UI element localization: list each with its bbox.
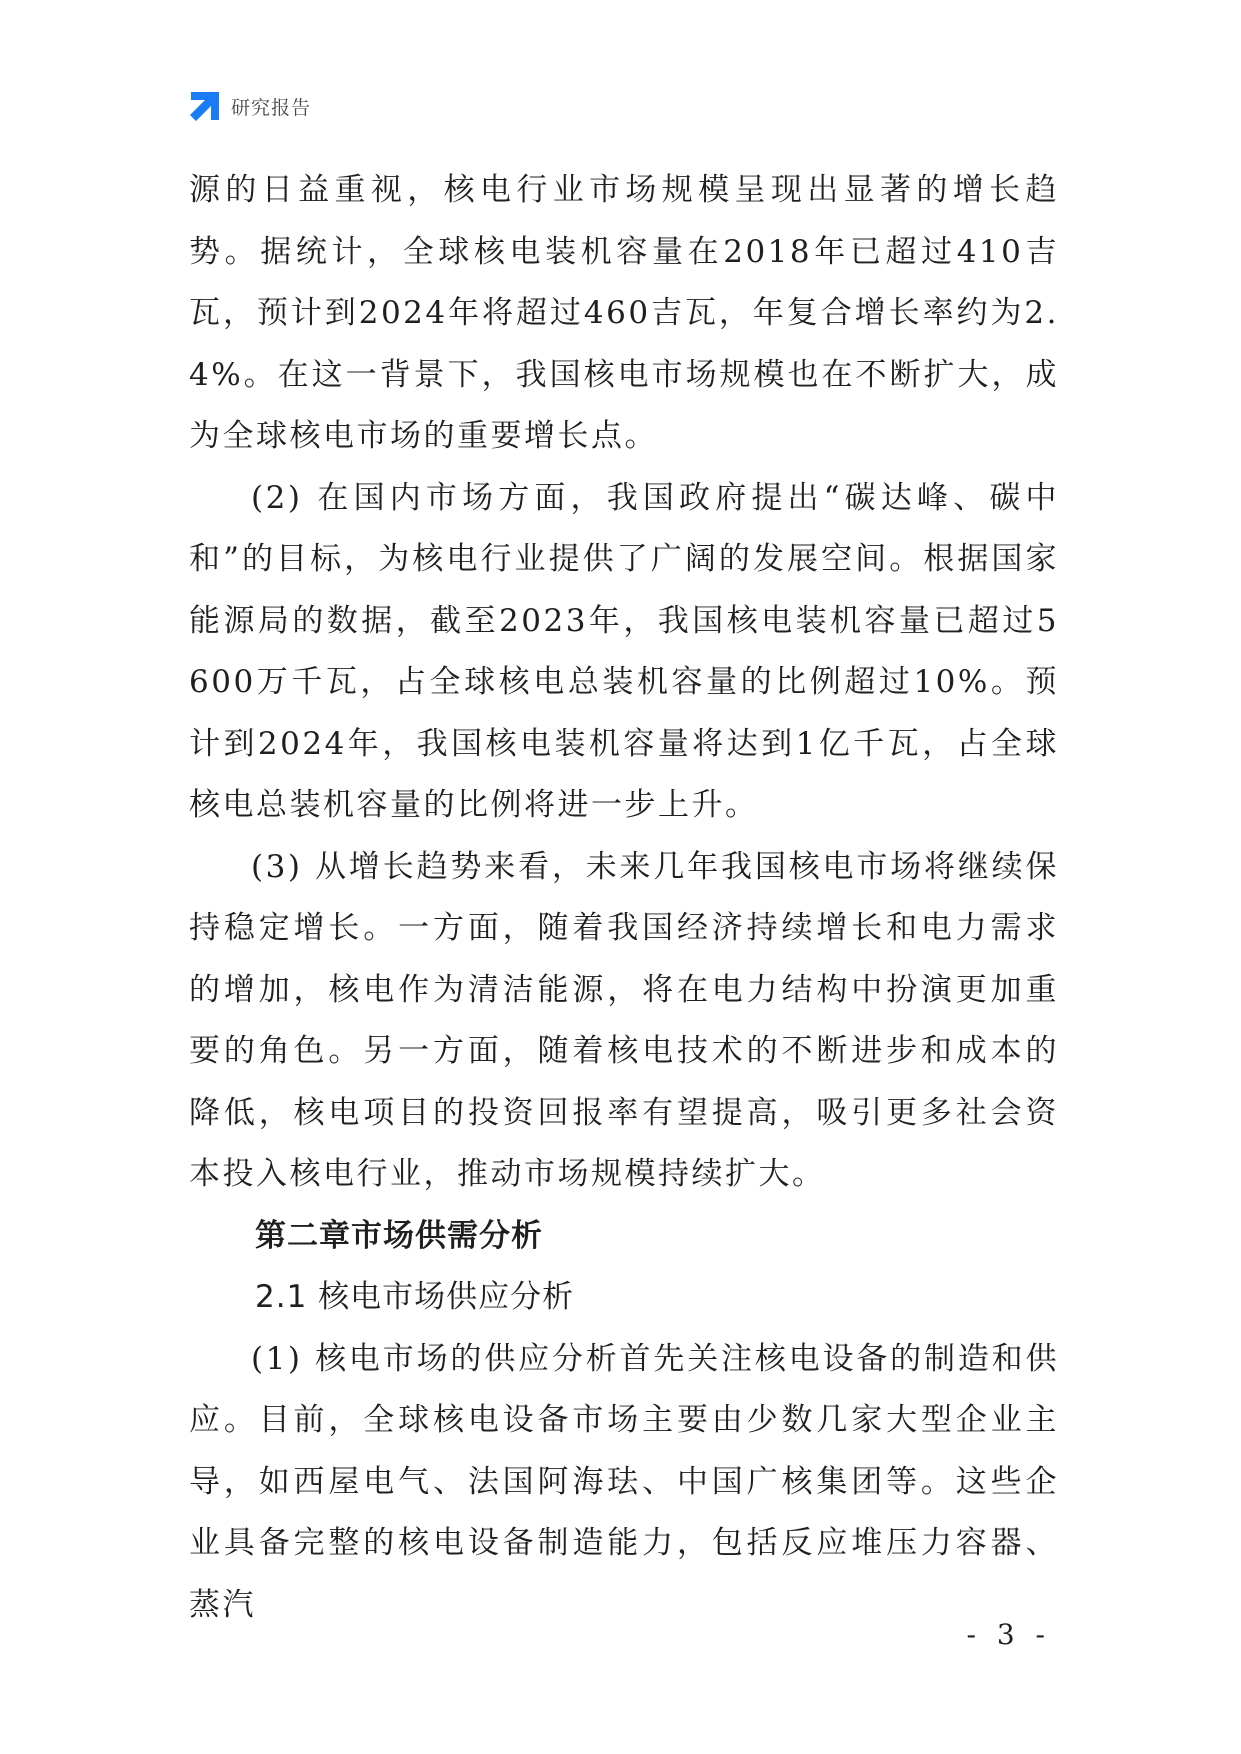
paragraph-continuation: 源的日益重视，核电行业市场规模呈现出显著的增长趋势。据统计，全球核电装机容量在2018年已超过410吉瓦，预计到2024年将超过460吉瓦，年复合增长率约为2.4%。在这一背景下，我国核电市场规模也在不断扩大，成为全球核电市场的重要增长点。 (189, 172, 1059, 454)
paragraph-growth-trend: (3) 从增长趋势来看，未来几年我国核电市场将继续保持稳定增长。一方面，随着我国经济持续增长和电力需求的增加，核电作为清洁能源，将在电力结构中扮演更加重要的角色。另一方面，随着核电技术的不断进步和成本的降低，核电项目的投资回报率有望提高，吸引更多社会资本投入核电行业，推动市场规模持续扩大。 (189, 848, 1059, 1192)
chapter-heading: 第二章市场供需分析 (255, 1217, 543, 1254)
brand-label: 研究报告 (231, 96, 312, 119)
page-header (189, 88, 311, 124)
arrow-up-right-icon (189, 90, 221, 122)
page-number: - 3 - (966, 1618, 1051, 1651)
paragraph-supply-analysis: (1) 核电市场的供应分析首先关注核电设备的制造和供应。目前，全球核电设备市场主要由少数几家大型企业主导，如西屋电气、法国阿海珐、中国广核集团等。这些企业具备完整的核电设备制造能力，包括反应堆压力容器、蒸汽 (189, 1340, 1059, 1623)
section-heading: 2.1 核电市场供应分析 (255, 1279, 575, 1315)
document-body (189, 160, 1059, 1636)
paragraph-domestic-market: (2) 在国内市场方面，我国政府提出“碳达峰、碳中和”的目标，为核电行业提供了广阔的发展空间。根据国家能源局的数据，截至2023年，我国核电装机容量已超过5600万千瓦，占全球核电总装机容量的比例超过10%。预计到2024年，我国核电装机容量将达到1亿千瓦，占全球核电总装机容量的比例将进一步上升。 (189, 479, 1059, 823)
